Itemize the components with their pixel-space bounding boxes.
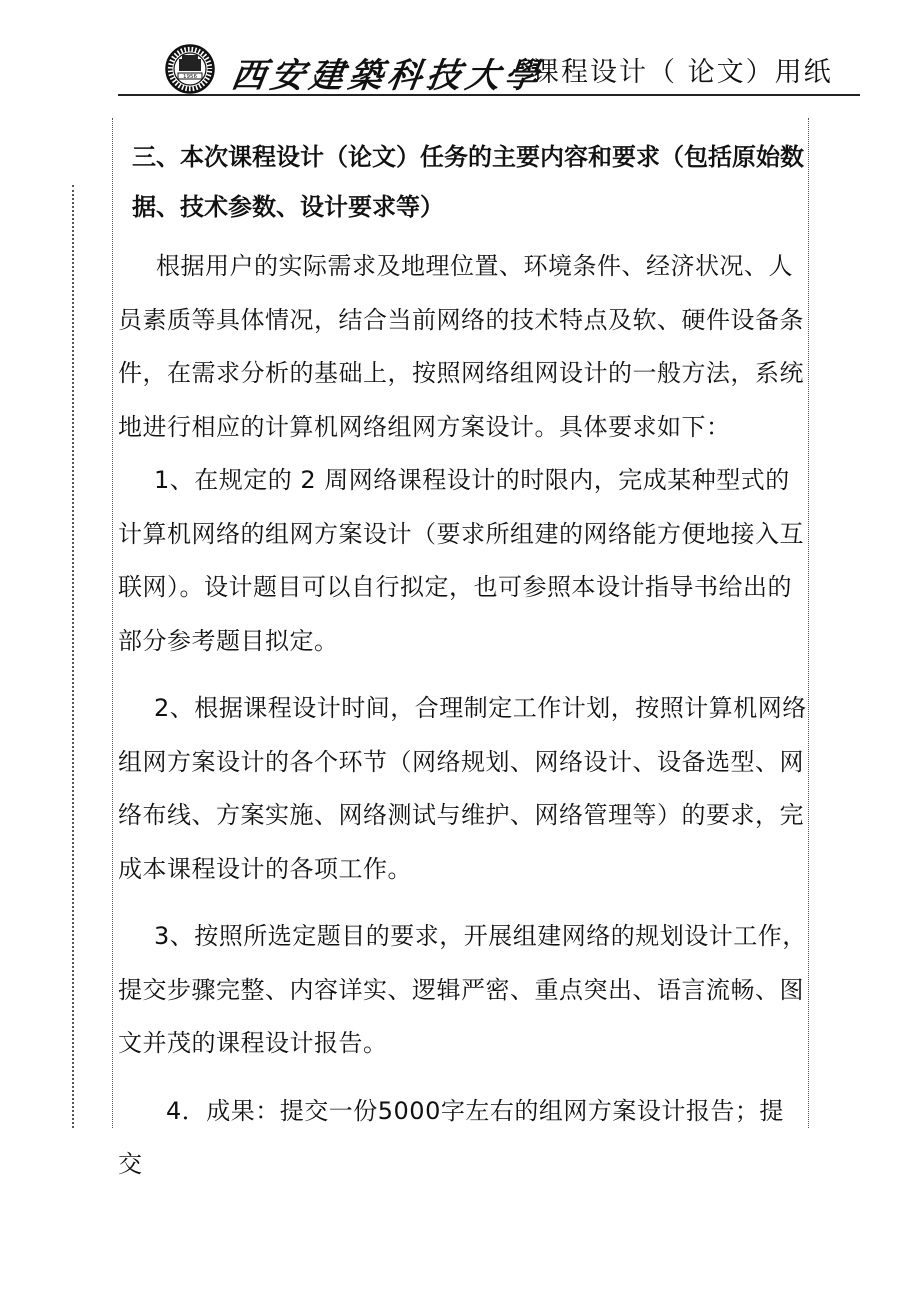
requirement-item-1: 1、在规定的 2 周网络课程设计的时限内，完成某种型式的计算机网络的组网方案设计（要求所组建的网络能方便地接入互联网）。设计题目可以自行拟定，也可参照本设计指导书给出的部分参考题目拟定。 [118,466,804,655]
requirement-item-3: 3、按照所选定题目的要求，开展组建网络的规划设计工作，提交步骤完整、内容详实、逻辑严密、重点突出、语言流畅、图文并茂的课程设计报告。 [118,922,807,1057]
university-seal-logo [165,44,215,94]
header-rule [118,94,860,96]
section-heading: 三、本次课程设计（论文）任务的主要内容和要求（包括原始数据、技术参数、设计要求等） [132,143,804,221]
form-content [118,132,808,1192]
paper-title: 课程设计（ 论文）用纸 [532,57,833,88]
form-left-border [112,118,113,1128]
requirement-item-4: 4．成果：提交一份5000字左右的组网方案设计报告；提交 [118,1096,784,1178]
requirement-item-2: 2、根据课程设计时间，合理制定工作计划，按照计算机网络组网方案设计的各个环节（网络规划、网络设计、设备选型、网络布线、方案实施、网络测试与维护、网络管理等）的要求，完成本课程设计的各项工作。 [118,694,807,883]
binding-dotted-line [72,185,74,1128]
form-right-border [808,118,809,1128]
page-header [0,0,920,100]
svg-text:1956: 1956 [183,74,197,80]
intro-paragraph: 根据用户的实际需求及地理位置、环境条件、经济状况、人员素质等具体情况，结合当前网络的技术特点及软、硬件设备条件，在需求分析的基础上，按照网络组网设计的一般方法，系统地进行相应的计算机网络组网方案设计。具体要求如下： [118,252,804,441]
university-name: 西安建築科技大學 [228,56,547,96]
